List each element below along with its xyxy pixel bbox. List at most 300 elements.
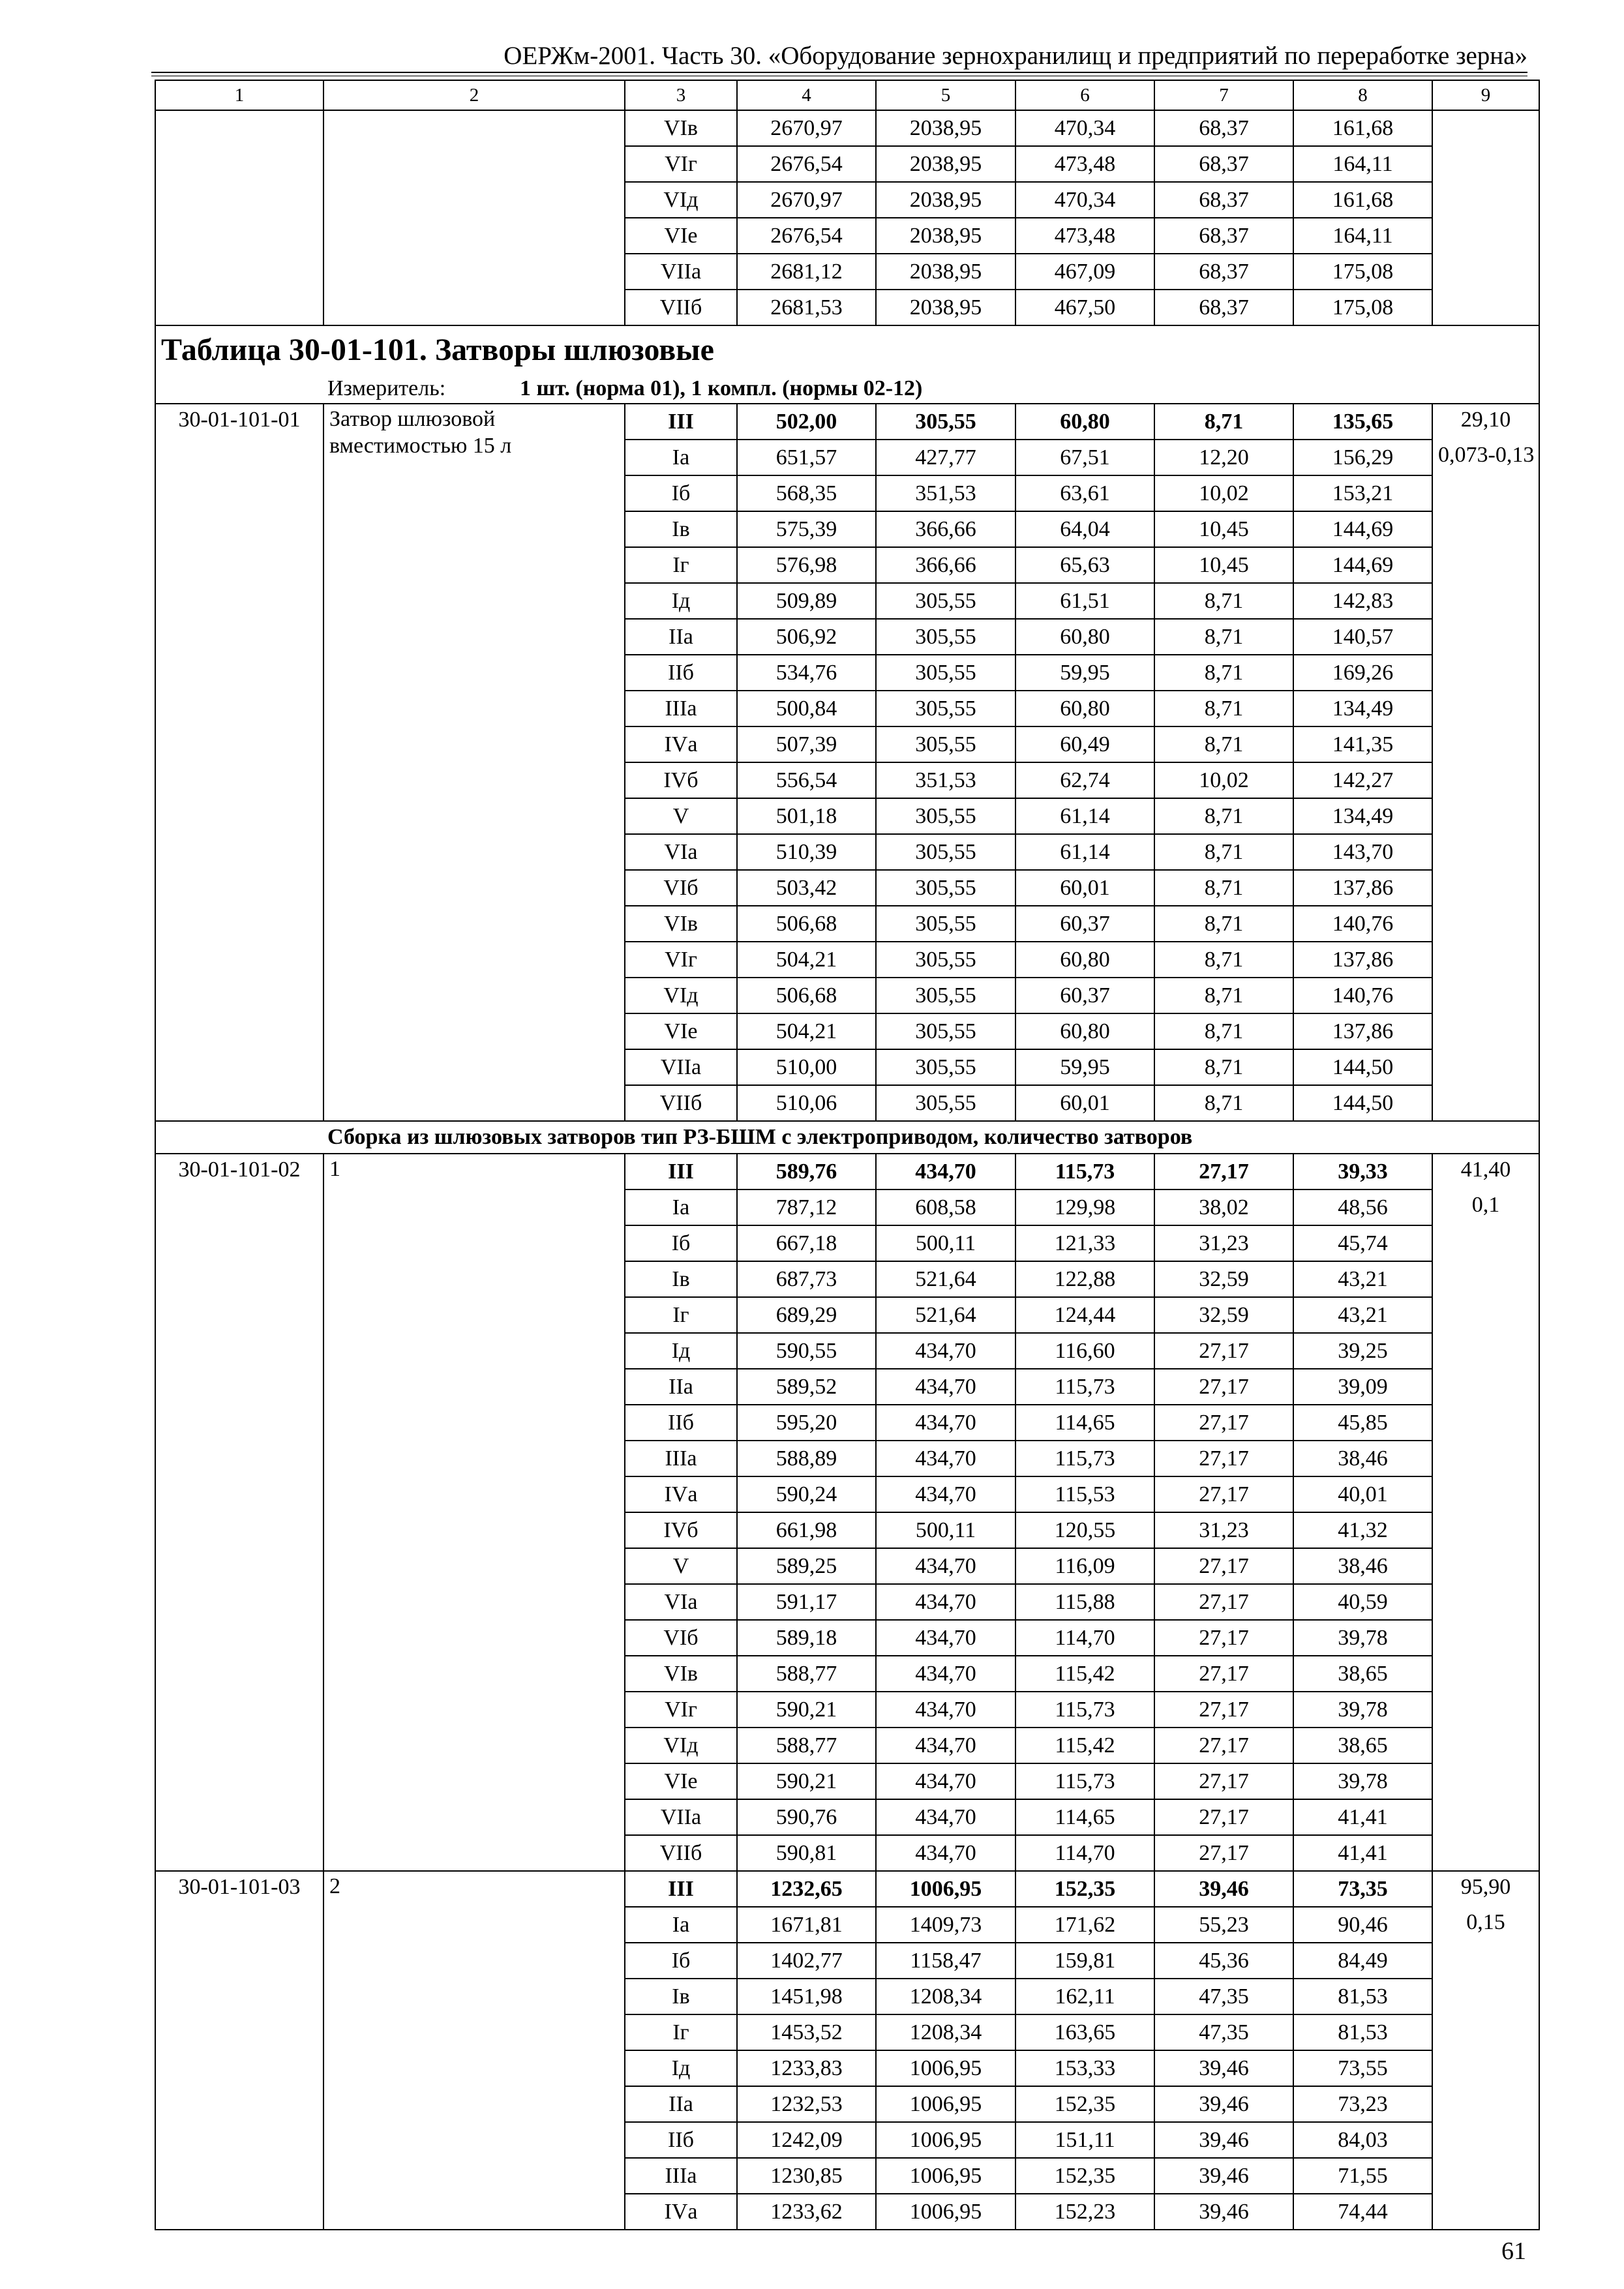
labor-cost-cell: 305,55: [876, 1049, 1015, 1085]
measure-label: Измеритель:: [327, 376, 446, 400]
header-rule: [151, 72, 1527, 73]
operator-wage-cell: 10,02: [1154, 762, 1293, 798]
labor-cost-cell: 500,11: [876, 1225, 1015, 1261]
machine-cost-cell: 60,80: [1015, 691, 1154, 726]
machine-cost-cell: 162,11: [1015, 1979, 1154, 2014]
operator-wage-cell: 68,37: [1154, 110, 1293, 146]
zone-cell: IVа: [625, 726, 737, 762]
machine-cost-cell: 122,88: [1015, 1261, 1154, 1297]
column-number: 7: [1154, 80, 1293, 110]
zone-cell: IIб: [625, 2122, 737, 2158]
total-cost-cell: 667,18: [737, 1225, 876, 1261]
operator-wage-cell: 32,59: [1154, 1261, 1293, 1297]
rates-table: [155, 80, 1540, 2230]
total-cost-cell: 591,17: [737, 1584, 876, 1620]
zone-cell: Iа: [625, 1189, 737, 1225]
column-number: 2: [323, 80, 625, 110]
total-cost-cell: 507,39: [737, 726, 876, 762]
materials-cost-cell: 38,65: [1293, 1656, 1432, 1692]
zone-cell: IIб: [625, 1405, 737, 1441]
materials-cost-cell: 43,21: [1293, 1261, 1432, 1297]
materials-cost-cell: 161,68: [1293, 110, 1432, 146]
machine-cost-cell: 60,80: [1015, 404, 1154, 440]
materials-cost-cell: 39,33: [1293, 1154, 1432, 1189]
operator-wage-cell: 8,71: [1154, 691, 1293, 726]
section-subheading: Сборка из шлюзовых затворов тип РЗ-БШМ с электроприводом, количество затворов: [155, 1121, 1539, 1154]
total-cost-cell: 590,76: [737, 1799, 876, 1835]
materials-cost-cell: 153,21: [1293, 475, 1432, 511]
zone-cell: IVа: [625, 1476, 737, 1512]
operator-wage-cell: 8,71: [1154, 870, 1293, 906]
machine-cost-cell: 115,73: [1015, 1441, 1154, 1476]
operator-wage-cell: 27,17: [1154, 1476, 1293, 1512]
total-cost-cell: 590,21: [737, 1692, 876, 1728]
total-cost-cell: 589,76: [737, 1154, 876, 1189]
total-cost-cell: 556,54: [737, 762, 876, 798]
labor-cost-cell: 366,66: [876, 511, 1015, 547]
operator-wage-cell: 27,17: [1154, 1620, 1293, 1656]
labor-cost-cell: 434,70: [876, 1369, 1015, 1405]
zone-cell: VIв: [625, 1656, 737, 1692]
labor-cost-cell: 351,53: [876, 475, 1015, 511]
operator-wage-cell: 12,20: [1154, 440, 1293, 475]
operator-wage-cell: 8,71: [1154, 1085, 1293, 1121]
total-cost-cell: 787,12: [737, 1189, 876, 1225]
total-cost-cell: 2670,97: [737, 110, 876, 146]
machine-cost-cell: 470,34: [1015, 110, 1154, 146]
total-cost-cell: 510,39: [737, 834, 876, 870]
operator-wage-cell: 39,46: [1154, 2194, 1293, 2230]
materials-cost-cell: 175,08: [1293, 290, 1432, 325]
zone-cell: VIд: [625, 182, 737, 218]
zone-cell: VIIб: [625, 1835, 737, 1871]
machine-cost-cell: 116,09: [1015, 1548, 1154, 1584]
operator-wage-cell: 8,71: [1154, 942, 1293, 978]
materials-cost-cell: 137,86: [1293, 942, 1432, 978]
materials-cost-cell: 73,35: [1293, 1871, 1432, 1907]
zone-cell: VIIб: [625, 290, 737, 325]
materials-cost-cell: 45,74: [1293, 1225, 1432, 1261]
materials-cost-cell: 137,86: [1293, 1013, 1432, 1049]
machine-cost-cell: 473,48: [1015, 146, 1154, 182]
zone-cell: IVб: [625, 1512, 737, 1548]
materials-cost-cell: 40,01: [1293, 1476, 1432, 1512]
zone-cell: VIв: [625, 906, 737, 942]
materials-cost-cell: 84,03: [1293, 2122, 1432, 2158]
operator-wage-cell: 27,17: [1154, 1333, 1293, 1369]
materials-cost-cell: 164,11: [1293, 146, 1432, 182]
zone-cell: VIд: [625, 1728, 737, 1763]
machine-cost-cell: 114,65: [1015, 1405, 1154, 1441]
labor-cost-cell: 521,64: [876, 1297, 1015, 1333]
total-cost-cell: 504,21: [737, 942, 876, 978]
total-cost-cell: 510,06: [737, 1085, 876, 1121]
materials-cost-cell: 141,35: [1293, 726, 1432, 762]
materials-cost-cell: 41,41: [1293, 1835, 1432, 1871]
operator-wage-cell: 27,17: [1154, 1584, 1293, 1620]
operator-wage-cell: 31,23: [1154, 1225, 1293, 1261]
materials-cost-cell: 156,29: [1293, 440, 1432, 475]
total-cost-cell: 509,89: [737, 583, 876, 619]
labor-cost-cell: 1208,34: [876, 1979, 1015, 2014]
code-cell: [155, 110, 323, 325]
total-cost-cell: 589,52: [737, 1369, 876, 1405]
zone-cell: IIа: [625, 619, 737, 655]
operator-wage-cell: 8,71: [1154, 404, 1293, 440]
materials-cost-cell: 45,85: [1293, 1405, 1432, 1441]
operator-wage-cell: 27,17: [1154, 1656, 1293, 1692]
materials-cost-cell: 38,46: [1293, 1441, 1432, 1476]
zone-cell: VIе: [625, 1013, 737, 1049]
operator-wage-cell: 8,71: [1154, 906, 1293, 942]
labor-cost-cell: 434,70: [876, 1333, 1015, 1369]
operator-wage-cell: 8,71: [1154, 798, 1293, 834]
machine-cost-cell: 152,35: [1015, 2086, 1154, 2122]
measure-row: [155, 374, 1539, 404]
labor-cost-cell: 2038,95: [876, 218, 1015, 254]
column-number: 8: [1293, 80, 1432, 110]
labor-cost-cell: 351,53: [876, 762, 1015, 798]
materials-cost-cell: 40,59: [1293, 1584, 1432, 1620]
operator-wage-cell: 10,45: [1154, 511, 1293, 547]
total-cost-cell: 590,24: [737, 1476, 876, 1512]
zone-cell: III: [625, 1154, 737, 1189]
labor-cost-cell: 434,70: [876, 1548, 1015, 1584]
column-number: 4: [737, 80, 876, 110]
column-number: 6: [1015, 80, 1154, 110]
operator-wage-cell: 27,17: [1154, 1799, 1293, 1835]
operator-wage-cell: 31,23: [1154, 1512, 1293, 1548]
labor-cost-cell: 434,70: [876, 1728, 1015, 1763]
materials-cost-cell: 73,23: [1293, 2086, 1432, 2122]
materials-cost-cell: 84,49: [1293, 1943, 1432, 1979]
machine-cost-cell: 151,11: [1015, 2122, 1154, 2158]
total-cost-cell: 1232,65: [737, 1871, 876, 1907]
labor-cost-cell: 305,55: [876, 404, 1015, 440]
materials-cost-cell: 137,86: [1293, 870, 1432, 906]
table-row: [155, 1871, 1539, 1907]
operator-wage-cell: 8,71: [1154, 655, 1293, 691]
labor-cost-cell: 434,70: [876, 1799, 1015, 1835]
labor-cost-cell: 521,64: [876, 1261, 1015, 1297]
machine-cost-cell: 62,74: [1015, 762, 1154, 798]
operator-wage-cell: 68,37: [1154, 182, 1293, 218]
labor-cost-cell: 2038,95: [876, 146, 1015, 182]
materials-cost-cell: 144,50: [1293, 1085, 1432, 1121]
operator-wage-cell: 27,17: [1154, 1405, 1293, 1441]
zone-cell: VIе: [625, 1763, 737, 1799]
total-cost-cell: 1671,81: [737, 1907, 876, 1943]
operator-wage-cell: 8,71: [1154, 726, 1293, 762]
materials-cost-cell: 169,26: [1293, 655, 1432, 691]
labor-cost-cell: 305,55: [876, 1085, 1015, 1121]
machine-cost-cell: 60,80: [1015, 942, 1154, 978]
zone-cell: Iд: [625, 583, 737, 619]
machine-cost-cell: 61,51: [1015, 583, 1154, 619]
labor-cost-cell: 2038,95: [876, 110, 1015, 146]
total-cost-cell: 2670,97: [737, 182, 876, 218]
zone-cell: Iа: [625, 1907, 737, 1943]
labor-cost-cell: 305,55: [876, 619, 1015, 655]
labor-cost-cell: 2038,95: [876, 254, 1015, 290]
materials-cost-cell: 73,55: [1293, 2050, 1432, 2086]
materials-cost-cell: 142,83: [1293, 583, 1432, 619]
zone-cell: VIв: [625, 110, 737, 146]
page-number: 61: [1501, 2237, 1526, 2265]
total-cost-cell: 2681,53: [737, 290, 876, 325]
machine-cost-cell: 114,65: [1015, 1799, 1154, 1835]
operator-wage-cell: 8,71: [1154, 619, 1293, 655]
labor-cost-cell: 305,55: [876, 583, 1015, 619]
rate-name: 2: [323, 1871, 625, 2230]
rate-code: 30-01-101-03: [155, 1871, 323, 2230]
operator-wage-cell: 27,17: [1154, 1548, 1293, 1584]
rate-code: 30-01-101-02: [155, 1154, 323, 1871]
labor-cost-cell: 305,55: [876, 691, 1015, 726]
name-cell: [323, 110, 625, 325]
materials-cost-cell: 140,76: [1293, 978, 1432, 1013]
labor-cost-cell: 434,70: [876, 1584, 1015, 1620]
machine-cost-cell: 467,50: [1015, 290, 1154, 325]
labor-cost-cell: 305,55: [876, 834, 1015, 870]
measure-value: 1 шт. (норма 01), 1 компл. (нормы 02-12): [520, 376, 923, 400]
total-cost-cell: 2676,54: [737, 218, 876, 254]
machine-cost-cell: 61,14: [1015, 834, 1154, 870]
total-cost-cell: 1451,98: [737, 1979, 876, 2014]
materials-cost-cell: 48,56: [1293, 1189, 1432, 1225]
labor-cost-cell: 1006,95: [876, 2086, 1015, 2122]
operator-wage-cell: 39,46: [1154, 2050, 1293, 2086]
table-row: [155, 110, 1539, 146]
labor-cost-cell: 305,55: [876, 942, 1015, 978]
subheading-row: [155, 1121, 1539, 1154]
operator-wage-cell: 47,35: [1154, 1979, 1293, 2014]
zone-cell: VIе: [625, 218, 737, 254]
total-cost-cell: 500,84: [737, 691, 876, 726]
materials-cost-cell: 74,44: [1293, 2194, 1432, 2230]
labor-hours-cell: 29,10: [1432, 404, 1539, 440]
materials-cost-cell: 164,11: [1293, 218, 1432, 254]
materials-cost-cell: 39,78: [1293, 1692, 1432, 1728]
zone-cell: Iв: [625, 1261, 737, 1297]
materials-cost-cell: 144,50: [1293, 1049, 1432, 1085]
table-title-row: [155, 325, 1539, 374]
labor-cost-cell: 305,55: [876, 798, 1015, 834]
machine-cost-cell: 153,33: [1015, 2050, 1154, 2086]
total-cost-cell: 534,76: [737, 655, 876, 691]
machine-cost-cell: 124,44: [1015, 1297, 1154, 1333]
machine-cost-cell: 114,70: [1015, 1835, 1154, 1871]
zone-cell: IIIа: [625, 1441, 737, 1476]
labor-cost-cell: 1208,34: [876, 2014, 1015, 2050]
labor-cost-cell: 305,55: [876, 726, 1015, 762]
machine-cost-cell: 159,81: [1015, 1943, 1154, 1979]
zone-cell: VIг: [625, 146, 737, 182]
total-cost-cell: 1232,53: [737, 2086, 876, 2122]
zone-cell: IIа: [625, 2086, 737, 2122]
zone-cell: V: [625, 798, 737, 834]
total-cost-cell: 589,18: [737, 1620, 876, 1656]
operator-wage-cell: 68,37: [1154, 218, 1293, 254]
zone-cell: IIб: [625, 655, 737, 691]
total-cost-cell: 651,57: [737, 440, 876, 475]
zone-cell: Iг: [625, 547, 737, 583]
materials-cost-cell: 43,21: [1293, 1297, 1432, 1333]
machine-cost-cell: 115,53: [1015, 1476, 1154, 1512]
column-number-row: [155, 80, 1539, 110]
materials-cost-cell: 39,09: [1293, 1369, 1432, 1405]
zone-cell: VIб: [625, 1620, 737, 1656]
machine-cost-cell: 67,51: [1015, 440, 1154, 475]
total-cost-cell: 689,29: [737, 1297, 876, 1333]
machine-cost-cell: 60,80: [1015, 619, 1154, 655]
labor-cost-cell: 305,55: [876, 906, 1015, 942]
total-cost-cell: 510,00: [737, 1049, 876, 1085]
machine-cost-cell: 121,33: [1015, 1225, 1154, 1261]
operator-wage-cell: 68,37: [1154, 146, 1293, 182]
machine-cost-cell: 152,35: [1015, 1871, 1154, 1907]
total-cost-cell: 575,39: [737, 511, 876, 547]
machine-cost-cell: 60,01: [1015, 1085, 1154, 1121]
zone-cell: VIб: [625, 870, 737, 906]
machine-cost-cell: 65,63: [1015, 547, 1154, 583]
operator-wage-cell: 27,17: [1154, 1154, 1293, 1189]
zone-cell: Iб: [625, 1225, 737, 1261]
labor-cost-cell: 1158,47: [876, 1943, 1015, 1979]
machine-cost-cell: 115,88: [1015, 1584, 1154, 1620]
materials-cost-cell: 161,68: [1293, 182, 1432, 218]
machine-cost-cell: 467,09: [1015, 254, 1154, 290]
materials-cost-cell: 81,53: [1293, 2014, 1432, 2050]
zone-cell: VIIб: [625, 1085, 737, 1121]
labor-cost-cell: 434,70: [876, 1154, 1015, 1189]
total-cost-cell: 1453,52: [737, 2014, 876, 2050]
zone-cell: Iв: [625, 1979, 737, 2014]
materials-cost-cell: 90,46: [1293, 1907, 1432, 1943]
materials-cost-cell: 143,70: [1293, 834, 1432, 870]
materials-cost-cell: 39,78: [1293, 1763, 1432, 1799]
zone-cell: III: [625, 1871, 737, 1907]
operator-wage-cell: 39,46: [1154, 2158, 1293, 2194]
operator-wage-cell: 10,45: [1154, 547, 1293, 583]
materials-cost-cell: 140,76: [1293, 906, 1432, 942]
machine-cost-cell: 152,23: [1015, 2194, 1154, 2230]
machine-cost-cell: 115,42: [1015, 1656, 1154, 1692]
machine-cost-cell: 171,62: [1015, 1907, 1154, 1943]
total-cost-cell: 576,98: [737, 547, 876, 583]
zone-cell: IIIа: [625, 2158, 737, 2194]
machine-cost-cell: 473,48: [1015, 218, 1154, 254]
operator-wage-cell: 39,46: [1154, 1871, 1293, 1907]
zone-cell: VIIа: [625, 1049, 737, 1085]
table-title: Таблица 30-01-101. Затворы шлюзовые: [155, 325, 1539, 374]
labor-hours-cell: 95,90: [1432, 1871, 1539, 1907]
zone-cell: VIг: [625, 942, 737, 978]
machine-cost-cell: 60,37: [1015, 978, 1154, 1013]
total-cost-cell: 1402,77: [737, 1943, 876, 1979]
total-cost-cell: 501,18: [737, 798, 876, 834]
labor-cost-cell: 1409,73: [876, 1907, 1015, 1943]
zone-cell: VIа: [625, 834, 737, 870]
total-cost-cell: 588,89: [737, 1441, 876, 1476]
labor-cost-cell: 608,58: [876, 1189, 1015, 1225]
labor-cost-cell: 434,70: [876, 1692, 1015, 1728]
machine-cost-cell: 120,55: [1015, 1512, 1154, 1548]
total-cost-cell: 2676,54: [737, 146, 876, 182]
operator-wage-cell: 8,71: [1154, 978, 1293, 1013]
total-cost-cell: 2681,12: [737, 254, 876, 290]
machine-cost-cell: 61,14: [1015, 798, 1154, 834]
labor-cost-cell: 434,70: [876, 1835, 1015, 1871]
operator-wage-cell: 8,71: [1154, 834, 1293, 870]
labor-cost-cell: 1006,95: [876, 2050, 1015, 2086]
labor-cost-cell: 1006,95: [876, 1871, 1015, 1907]
labor-cost-cell: 305,55: [876, 978, 1015, 1013]
materials-cost-cell: 140,57: [1293, 619, 1432, 655]
labor-cost-cell: 1006,95: [876, 2122, 1015, 2158]
labor-cost-cell: 305,55: [876, 870, 1015, 906]
total-cost-cell: 504,21: [737, 1013, 876, 1049]
machine-cost-cell: 63,61: [1015, 475, 1154, 511]
labor-cost-cell: 434,70: [876, 1620, 1015, 1656]
operator-wage-cell: 27,17: [1154, 1369, 1293, 1405]
operator-wage-cell: 27,17: [1154, 1692, 1293, 1728]
total-cost-cell: 1233,62: [737, 2194, 876, 2230]
labor-hours-cell: 41,40: [1432, 1154, 1539, 1189]
operator-wage-cell: 8,71: [1154, 583, 1293, 619]
machine-cost-cell: 114,70: [1015, 1620, 1154, 1656]
total-cost-cell: 590,21: [737, 1763, 876, 1799]
zone-cell: VIд: [625, 978, 737, 1013]
zone-cell: IIа: [625, 1369, 737, 1405]
table-row: [155, 1154, 1539, 1189]
materials-cost-cell: 144,69: [1293, 547, 1432, 583]
labor-cost-cell: 434,70: [876, 1441, 1015, 1476]
zone-cell: IIIа: [625, 691, 737, 726]
machine-cost-cell: 60,01: [1015, 870, 1154, 906]
labor-cost-cell: 427,77: [876, 440, 1015, 475]
labor-cost-cell: 434,70: [876, 1656, 1015, 1692]
machine-cost-cell: 129,98: [1015, 1189, 1154, 1225]
coefficient-cell: 0,073-0,13: [1432, 440, 1539, 1121]
zone-cell: Iд: [625, 1333, 737, 1369]
operator-wage-cell: 47,35: [1154, 2014, 1293, 2050]
operator-wage-cell: 55,23: [1154, 1907, 1293, 1943]
machine-cost-cell: 115,73: [1015, 1763, 1154, 1799]
total-cost-cell: 568,35: [737, 475, 876, 511]
operator-wage-cell: 27,17: [1154, 1763, 1293, 1799]
measure-cell: [155, 374, 1539, 404]
coefficient-cell: 0,15: [1432, 1907, 1539, 2230]
labor-cost-cell: 1006,95: [876, 2158, 1015, 2194]
total-cost-cell: 1230,85: [737, 2158, 876, 2194]
machine-cost-cell: 59,95: [1015, 655, 1154, 691]
total-cost-cell: 506,68: [737, 906, 876, 942]
operator-wage-cell: 38,02: [1154, 1189, 1293, 1225]
machine-cost-cell: 116,60: [1015, 1333, 1154, 1369]
operator-wage-cell: 39,46: [1154, 2122, 1293, 2158]
operator-wage-cell: 27,17: [1154, 1441, 1293, 1476]
zone-cell: VIг: [625, 1692, 737, 1728]
total-cost-cell: 1242,09: [737, 2122, 876, 2158]
operator-wage-cell: 68,37: [1154, 254, 1293, 290]
column-number: 9: [1432, 80, 1539, 110]
materials-cost-cell: 41,32: [1293, 1512, 1432, 1548]
labor-cost-cell: 305,55: [876, 1013, 1015, 1049]
machine-cost-cell: 163,65: [1015, 2014, 1154, 2050]
materials-cost-cell: 38,46: [1293, 1548, 1432, 1584]
labor-cost-cell: 500,11: [876, 1512, 1015, 1548]
